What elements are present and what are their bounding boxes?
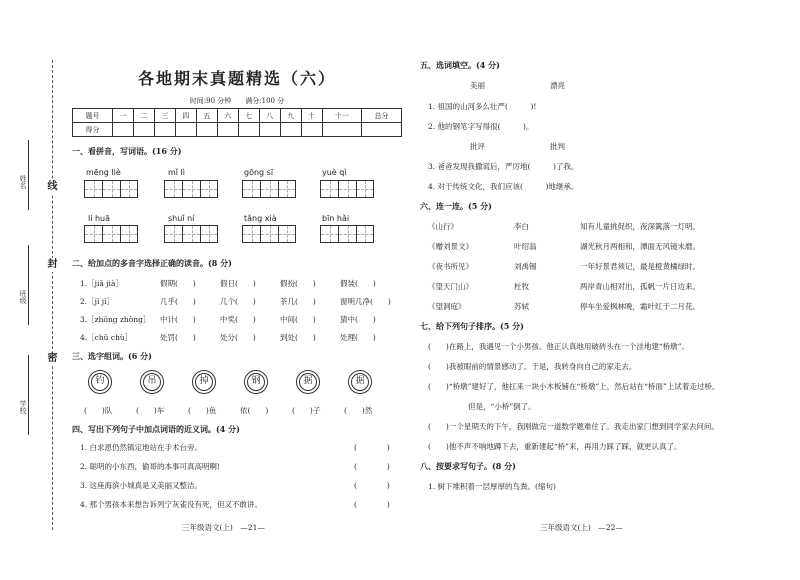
polyphone-item[interactable]: 茶几( ) xyxy=(280,297,316,306)
poem-author[interactable]: 苏轼 xyxy=(514,302,529,311)
section-7-heading: 七、给下列句子排序。(5 分) xyxy=(420,321,524,331)
writing-grid[interactable] xyxy=(84,180,138,198)
fill-item[interactable]: 2. 他的钢笔字写得很( )。 xyxy=(428,122,534,131)
score-cell[interactable] xyxy=(196,123,217,137)
section-3-heading: 三、选字组词。(6 分) xyxy=(72,351,152,361)
sort-item-continuation: 但是，“小桥”倒了。 xyxy=(468,402,536,411)
score-cell[interactable] xyxy=(154,123,175,137)
writing-grid[interactable] xyxy=(320,225,374,243)
fill-item[interactable]: 3. 爸爸发现我撒谎后，严厉地( )了我。 xyxy=(428,162,579,171)
section-4-heading: 四、写出下列句子中加点词语的近义词。(4 分) xyxy=(72,424,240,434)
word-choice: 漂亮 xyxy=(550,81,565,90)
polyphone-item[interactable]: 到处( ) xyxy=(280,333,316,342)
char-circle: 掉 xyxy=(192,370,216,394)
score-header-cell: 四 xyxy=(175,109,196,123)
rewrite-item: 1. 树下堆积着一层厚厚的鸟粪。(缩句) xyxy=(428,482,556,491)
score-header-cell: 总分 xyxy=(362,109,402,123)
word-blank[interactable]: 依( ) xyxy=(240,406,269,415)
score-cell[interactable] xyxy=(362,123,402,137)
synonym-item: 4. 那个男孩本来想告诉列宁灰雀没有死，但又不敢讲。 xyxy=(80,500,263,509)
score-table xyxy=(72,108,402,137)
score-header-cell: 题号 xyxy=(73,109,113,123)
word-choice: 美丽 xyxy=(470,81,485,90)
word-blank[interactable]: ( )子 xyxy=(292,406,321,415)
binding-mark-mi: 密 xyxy=(47,353,58,364)
poem-author[interactable]: 刘禹锡 xyxy=(514,262,537,271)
writing-grid[interactable] xyxy=(320,180,374,198)
fill-item[interactable]: 4. 对于传统文化，我们应该( )地继承。 xyxy=(428,182,579,191)
polyphone-item[interactable]: 假期( ) xyxy=(160,279,196,288)
poem-title[interactable]: 《夜书所见》 xyxy=(428,262,473,271)
answer-paren[interactable]: ( ) xyxy=(354,462,390,471)
class-field[interactable] xyxy=(28,245,29,325)
score-value-row xyxy=(73,123,402,137)
polyphone-item[interactable]: 中奖( ) xyxy=(220,315,256,324)
name-label: 姓名 xyxy=(19,175,27,189)
score-cell[interactable] xyxy=(322,123,361,137)
left-page xyxy=(72,0,402,580)
pinyin-label: shuǐ ní xyxy=(168,214,195,223)
poem-line[interactable]: 知有儿童挑促织，夜深篱落一灯明。 xyxy=(580,222,700,231)
score-header-cell: 九 xyxy=(280,109,301,123)
writing-grid[interactable] xyxy=(84,225,138,243)
word-blank[interactable]: ( )鱼 xyxy=(188,406,217,415)
poem-author[interactable]: 李白 xyxy=(514,222,529,231)
poem-title[interactable]: 《望天门山》 xyxy=(428,282,473,291)
pinyin-label: gōng sī xyxy=(244,168,274,177)
poem-line[interactable]: 停车坐爱枫林晚，霜叶红于二月花。 xyxy=(580,302,700,311)
sort-item[interactable]: ( )我被眼前的情景感动了。于是，我转身向自己的家走去。 xyxy=(428,362,637,371)
polyphone-label: 1.［jiǎ jià］ xyxy=(80,279,123,288)
score-cell[interactable] xyxy=(238,123,259,137)
binding-dashed-line xyxy=(52,60,53,530)
score-cell[interactable] xyxy=(217,123,238,137)
score-header-row xyxy=(73,109,402,123)
answer-paren[interactable]: ( ) xyxy=(354,481,390,490)
word-blank[interactable]: ( )队 xyxy=(84,406,113,415)
score-header-cell: 五 xyxy=(196,109,217,123)
score-cell[interactable] xyxy=(259,123,280,137)
score-header-cell: 三 xyxy=(154,109,175,123)
poem-title[interactable]: 《望洞庭》 xyxy=(428,302,466,311)
polyphone-item[interactable]: 中计( ) xyxy=(160,315,196,324)
poem-title[interactable]: 《赠刘景文》 xyxy=(428,242,473,251)
page-footer-left: 三年级语文(上) —21— xyxy=(182,523,265,532)
school-label: 学校 xyxy=(19,400,27,414)
section-5-heading: 五、选词填空。(4 分) xyxy=(420,60,500,70)
word-choice: 批判 xyxy=(550,142,565,151)
score-cell[interactable] xyxy=(280,123,301,137)
binding-mark-feng: 封 xyxy=(47,259,58,270)
polyphone-item[interactable]: 窗明几净( ) xyxy=(340,297,391,306)
polyphone-label: 2.［jī jǐ］ xyxy=(80,297,114,306)
binding-mark-xian: 线 xyxy=(47,181,58,192)
char-circle: 钓 xyxy=(88,370,112,394)
score-cell[interactable] xyxy=(301,123,322,137)
word-choice: 批评 xyxy=(470,142,485,151)
score-header-cell: 六 xyxy=(217,109,238,123)
score-header-cell: 八 xyxy=(259,109,280,123)
sort-item[interactable]: ( )“桥墩”建好了，他扛来一块小木板铺在“桥墩”上，然后站在“桥面”上试着走过桥。 xyxy=(428,382,720,391)
polyphone-item[interactable]: 处罚( ) xyxy=(160,333,196,342)
polyphone-label: 4.［chǔ chù］ xyxy=(80,333,133,342)
synonym-item: 2. 聪明的小东西，偷哥的本事可真高明啊! xyxy=(80,462,221,471)
fill-item[interactable]: 1. 祖国的山河多么壮严( )! xyxy=(428,102,537,111)
word-blank[interactable]: ( )然 xyxy=(344,406,373,415)
poem-author[interactable]: 叶绍翁 xyxy=(514,242,537,251)
writing-grid[interactable] xyxy=(242,225,296,243)
synonym-item: 3. 这座海滨小城真是又美丽又整洁。 xyxy=(80,481,203,490)
writing-grid[interactable] xyxy=(164,180,218,198)
writing-grid[interactable] xyxy=(164,225,218,243)
section-6-heading: 六、连一连。(5 分) xyxy=(420,201,492,211)
poem-line[interactable]: 一年好景君须记，最是橙黄橘绿时。 xyxy=(580,262,700,271)
exam-meta: 时间:90 分钟 满分:100 分 xyxy=(189,97,285,105)
char-circle: 据 xyxy=(296,370,320,394)
polyphone-item[interactable]: 处理( ) xyxy=(340,333,376,342)
answer-paren[interactable]: ( ) xyxy=(354,443,390,452)
pinyin-label: mēng liè xyxy=(86,168,121,177)
polyphone-item[interactable]: 几个( ) xyxy=(220,297,256,306)
polyphone-item[interactable]: 假扮( ) xyxy=(280,279,316,288)
sort-item[interactable]: ( )他不声不响地蹲下去，重新建起“桥”来，再用力踩了踩，就更认真了。 xyxy=(428,442,682,451)
score-header-cell: 十一 xyxy=(322,109,361,123)
polyphone-item[interactable]: 几乎( ) xyxy=(160,297,196,306)
score-cell[interactable] xyxy=(133,123,154,137)
score-header-cell: 二 xyxy=(133,109,154,123)
score-row-label: 得分 xyxy=(73,123,113,137)
polyphone-item[interactable]: 假日( ) xyxy=(220,279,256,288)
class-label: 班级 xyxy=(19,290,27,304)
pinyin-label: tǎng xià xyxy=(244,214,277,223)
page-footer-right: 三年级语文(上) —22— xyxy=(540,523,623,532)
char-circle: 钢 xyxy=(244,370,268,394)
score-header-cell: 七 xyxy=(238,109,259,123)
pinyin-label: bīn hǎi xyxy=(322,214,350,223)
char-circle: 据 xyxy=(348,370,372,394)
writing-grid[interactable] xyxy=(242,180,296,198)
name-field[interactable] xyxy=(28,140,29,210)
answer-paren[interactable]: ( ) xyxy=(354,500,390,509)
synonym-item: 1. 白求恩仍然镇定地站在手术台旁。 xyxy=(80,443,203,452)
score-header-cell: 十 xyxy=(301,109,322,123)
exam-title: 各地期末真题精选（六） xyxy=(137,69,336,88)
section-1-heading: 一、看拼音，写词语。(16 分) xyxy=(72,146,182,156)
polyphone-item[interactable]: 猜中( ) xyxy=(340,315,376,324)
polyphone-label: 3.［zhōng zhòng］ xyxy=(80,315,151,324)
section-2-heading: 二、给加点的多音字选择正确的读音。(8 分) xyxy=(72,258,232,268)
section-8-heading: 八、按要求写句子。(8 分) xyxy=(420,461,516,471)
poem-title[interactable]: 《山行》 xyxy=(428,222,458,231)
polyphone-item[interactable]: 中间( ) xyxy=(280,315,316,324)
school-field[interactable] xyxy=(28,355,29,435)
poem-line[interactable]: 两岸青山相对出，孤帆一片日边来。 xyxy=(580,282,700,291)
char-circle: 吊 xyxy=(140,370,164,394)
pinyin-label: yuè qì xyxy=(322,168,347,177)
score-header-cell: 一 xyxy=(113,109,134,123)
poem-line[interactable]: 湖光秋月两相和，潭面无风镜未磨。 xyxy=(580,242,700,251)
binding-margin xyxy=(0,0,60,580)
right-page xyxy=(420,0,770,580)
polyphone-item[interactable]: 假装( ) xyxy=(340,279,376,288)
pinyin-label: lí huā xyxy=(88,214,111,223)
pinyin-label: mǐ lì xyxy=(168,168,186,177)
word-blank[interactable]: ( )车 xyxy=(136,406,165,415)
score-cell[interactable] xyxy=(175,123,196,137)
poem-author[interactable]: 杜牧 xyxy=(514,282,529,291)
sort-item[interactable]: ( )一个星期天的下午，我刚做完一道数学题难住了。我走出家门想到同学家去问问。 xyxy=(428,422,719,431)
score-cell[interactable] xyxy=(113,123,134,137)
sort-item[interactable]: ( )在路上，我遇见一个小男孩。他正认真地用破砖头在一个洼地建“桥墩”。 xyxy=(428,342,690,351)
polyphone-item[interactable]: 处分( ) xyxy=(220,333,256,342)
